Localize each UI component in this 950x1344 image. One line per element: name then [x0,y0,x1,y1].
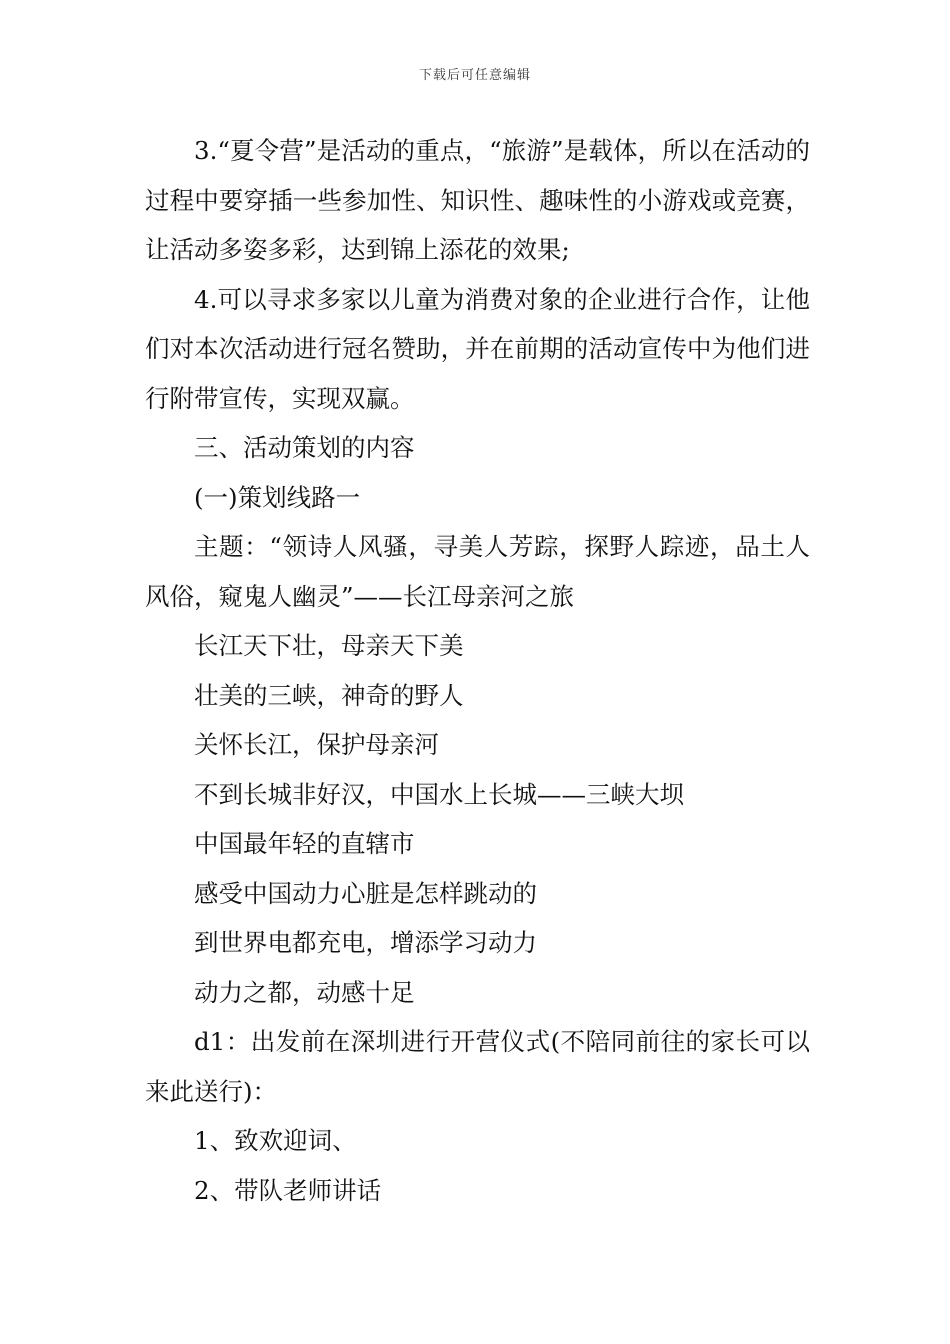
paragraph-day-1: d1：出发前在深圳进行开营仪式(不陪同前往的家长可以来此送行)： [145,1027,810,1106]
subsection-heading-route-1: (一)策划线路一 [194,482,361,512]
slogan-line: 壮美的三峡，神奇的野人 [194,680,464,710]
list-item: 1、致欢迎词、 [194,1126,357,1155]
document-body [145,126,810,1215]
slogan-line: 不到长城非好汉，中国水上长城——三峡大坝 [194,779,684,809]
section-heading-3: 三、活动策划的内容 [194,433,415,462]
page-header-note: 下载后可任意编辑 [418,68,531,83]
slogan-line: 关怀长江，保护母亲河 [194,730,439,759]
paragraph-point-3: 3.“夏令营”是活动的重点，“旅游”是载体，所以在活动的过程中要穿插一些参加性、知识性、趣味性的小游戏或竞赛，让活动多姿多彩，达到锦上添花的效果; [145,136,810,264]
slogan-line: 动力之都，动感十足 [194,977,415,1007]
slogan-line: 到世界电都充电，增添学习动力 [194,928,537,957]
list-item: 2、带队老师讲话 [194,1175,382,1205]
slogan-line: 长江天下壮，母亲天下美 [194,631,464,660]
slogan-line: 感受中国动力心脏是怎样跳动的 [194,878,537,908]
paragraph-point-4: 4.可以寻求多家以儿童为消费对象的企业进行合作，让他们对本次活动进行冠名赞助，并在前期的活动宣传中为他们进行附带宣传，实现双赢。 [145,284,810,413]
slogan-line: 中国最年轻的直辖市 [194,829,415,858]
paragraph-theme: 主题：“领诗人风骚，寻美人芳踪，探野人踪迹，品土人风俗，窥鬼人幽灵”——长江母亲河之旅 [145,532,810,611]
